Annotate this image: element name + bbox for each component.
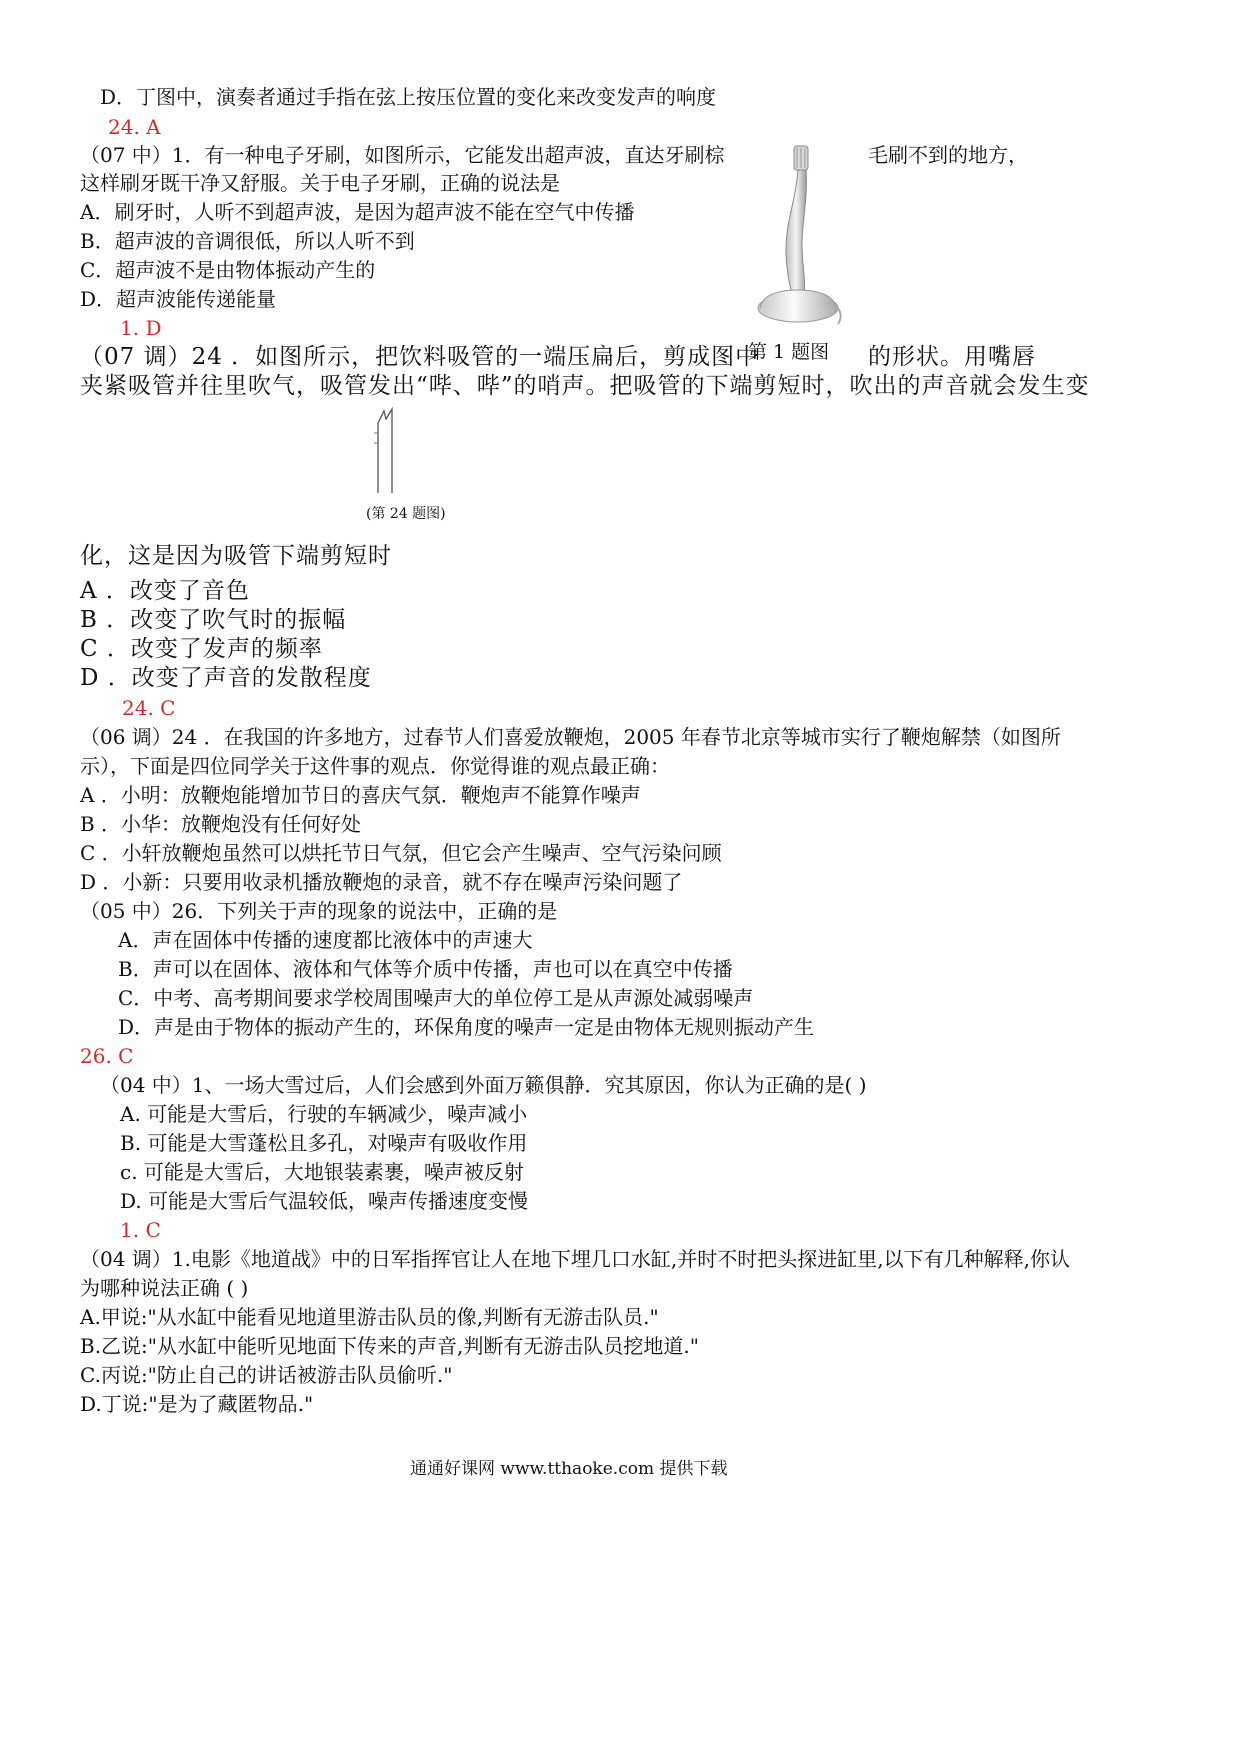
q06-tiao-option-b: B ．小华：放鞭炮没有任何好处 — [80, 812, 362, 836]
q07-tiao-option-a: A ．改变了音色 — [80, 578, 250, 604]
q04-tiao-option-d: D.丁说:"是为了藏匿物品." — [80, 1392, 314, 1416]
q05-zhong-26: （05 中）26．下列关于声的现象的说法中，正确的是 — [80, 899, 558, 923]
q04-zhong-option-d: D. 可能是大雪后气温较低，噪声传播速度变慢 — [120, 1189, 529, 1213]
q04-tiao-option-c: C.丙说:"防止自己的讲话被游击队员偷听." — [80, 1363, 453, 1387]
q06-tiao-24-line2: 示），下面是四位同学关于这件事的观点．你觉得谁的观点最正确： — [80, 754, 670, 778]
q04-tiao-1-line1: （04 调）1.电影《地道战》中的日军指挥官让人在地下埋几口水缸,并时不时把头探进缸里,以下有几种解释,你认 — [80, 1247, 1070, 1271]
q05-zhong-option-d: D．声是由于物体的振动产生的，环保角度的噪声一定是由物体无规则振动产生 — [118, 1015, 815, 1039]
q07-zhong-1-line1-tail: 毛刷不到的地方， — [868, 143, 1028, 167]
q04-zhong-option-c: c. 可能是大雪后，大地银装素裹，噪声被反射 — [120, 1160, 524, 1184]
answer-24-a: 24. A — [108, 115, 161, 139]
figure-1-caption: 第 1 题图 — [748, 341, 830, 363]
q07-zhong-1-line2: 这样刷牙既干净又舒服。关于电子牙刷，正确的说法是 — [80, 171, 560, 195]
q07-zhong-option-a: A．刷牙时，人听不到超声波，是因为超声波不能在空气中传播 — [80, 200, 635, 224]
q05-zhong-option-a: A．声在固体中传播的速度都比液体中的声速大 — [118, 928, 533, 952]
q05-zhong-option-c: C．中考、高考期间要求学校周围噪声大的单位停工是从声源处减弱噪声 — [118, 986, 754, 1010]
q07-tiao-24-line2: 夹紧吸管并往里吹气，吸管发出“哔、哔”的哨声。把吸管的下端剪短时，吹出的声音就会发生变 — [80, 373, 1090, 399]
q06-tiao-option-d: D ．小新：只要用收录机播放鞭炮的录音，就不存在噪声污染问题了 — [80, 870, 683, 894]
q04-zhong-option-a: A. 可能是大雪后，行驶的车辆减少，噪声减小 — [120, 1102, 528, 1126]
q04-tiao-option-a: A.甲说:"从水缸中能看见地道里游击队员的像,判断有无游击队员." — [80, 1305, 659, 1329]
answer-26-c: 26. C — [80, 1044, 134, 1068]
answer-1-c: 1. C — [120, 1218, 161, 1242]
q07-zhong-option-b: B．超声波的音调很低，所以人听不到 — [80, 229, 415, 253]
q07-zhong-option-c: C．超声波不是由物体振动产生的 — [80, 258, 376, 282]
q05-zhong-option-b: B．声可以在固体、液体和气体等介质中传播，声也可以在真空中传播 — [118, 957, 733, 981]
option-d-ding: D．丁图中，演奏者通过手指在弦上按压位置的变化来改变发声的响度 — [100, 85, 717, 109]
q06-tiao-option-c: C ．小轩放鞭炮虽然可以烘托节日气氛，但它会产生噪声、空气污染问顾 — [80, 841, 722, 865]
q07-tiao-24-line3: 化，这是因为吸管下端剪短时 — [80, 543, 392, 569]
q06-tiao-option-a: A ．小明：放鞭炮能增加节日的喜庆气氛．鞭炮声不能算作噪声 — [80, 783, 641, 807]
page-footer: 通通好课网 www.tthaoke.com 提供下载 — [410, 1459, 728, 1479]
straw-figure — [366, 405, 406, 497]
q07-tiao-option-b: B ．改变了吹气时的振幅 — [80, 607, 347, 633]
q07-tiao-option-c: C ．改变了发声的频率 — [80, 636, 323, 662]
q04-tiao-1-line2: 为哪种说法正确 ( ) — [80, 1276, 249, 1300]
answer-24-c: 24. C — [122, 696, 176, 720]
q04-zhong-option-b: B. 可能是大雪蓬松且多孔，对噪声有吸收作用 — [120, 1131, 528, 1155]
answer-1-d: 1. D — [120, 316, 162, 340]
q07-tiao-option-d: D ．改变了声音的发散程度 — [80, 665, 372, 691]
q04-zhong-1: （04 中）1、一场大雪过后，人们会感到外面万籁俱静．究其原因，你认为正确的是( ) — [100, 1073, 867, 1097]
q07-tiao-24-line1: （07 调）24 ．如图所示，把饮料吸管的一端压扁后，剪成图中 — [80, 344, 760, 370]
toothbrush-figure — [738, 140, 850, 340]
q04-tiao-option-b: B.乙说:"从水缸中能听见地面下传来的声音,判断有无游击队员挖地道." — [80, 1334, 699, 1358]
q06-tiao-24-line1: （06 调）24 ．在我国的许多地方，过春节人们喜爱放鞭炮，2005 年春节北京等城市实行了鞭炮解禁（如图所 — [80, 725, 1061, 749]
q07-zhong-1-line1: （07 中）1．有一种电子牙刷，如图所示，它能发出超声波，直达牙刷棕 — [80, 143, 725, 167]
q07-zhong-option-d: D．超声波能传递能量 — [80, 287, 277, 311]
q07-tiao-24-line1-tail: 的形状。用嘴唇 — [868, 344, 1036, 370]
figure-24-caption: (第 24 题图) — [366, 506, 446, 522]
